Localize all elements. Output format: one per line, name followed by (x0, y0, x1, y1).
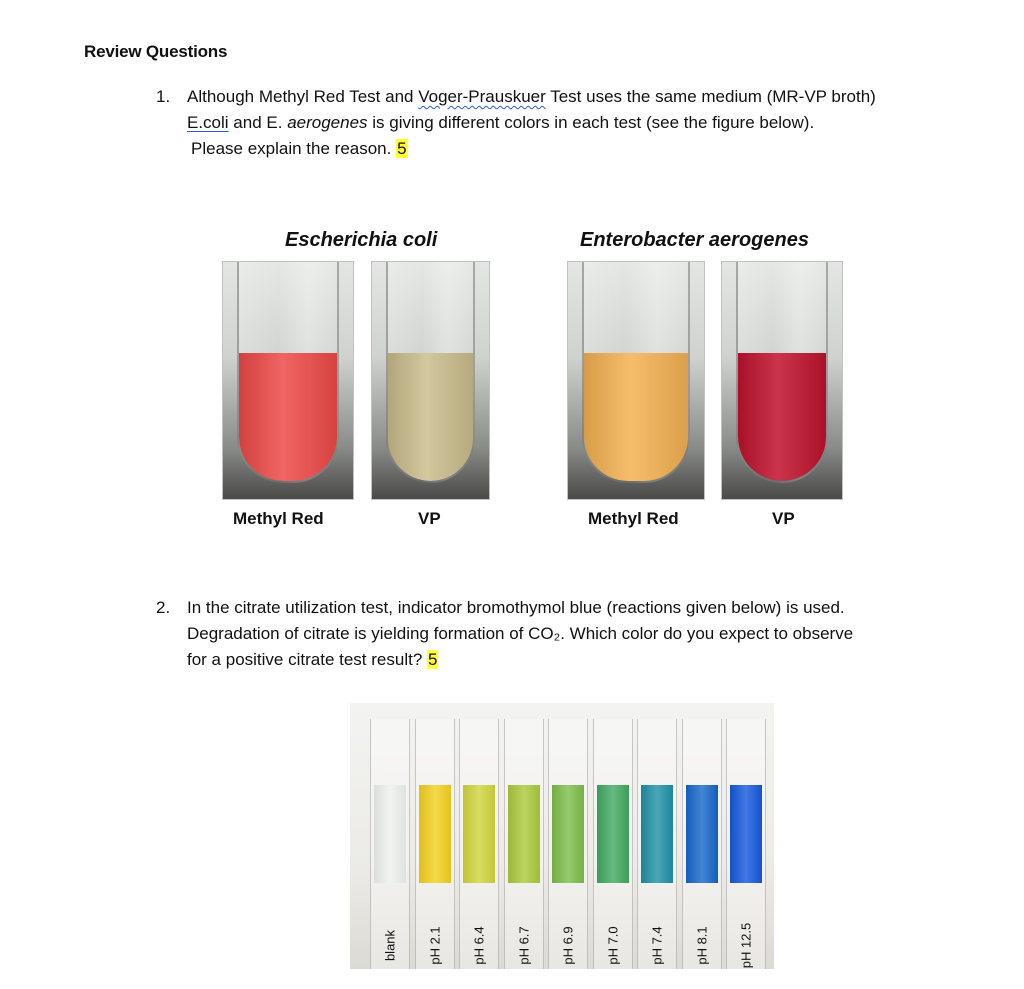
tube-label: Methyl Red (233, 509, 324, 528)
species-label-enterobacter: Enterobacter aerogenes (580, 229, 809, 251)
tube-label: VP (418, 509, 441, 528)
tube-image-ecoli-vp (371, 261, 490, 500)
cuvette-label: pH 12.5 (738, 922, 754, 969)
species-label-ecoli: Escherichia coli (285, 229, 438, 251)
tube-liquid (584, 353, 688, 481)
cuvette (593, 719, 633, 969)
question-1-line-3 (191, 139, 408, 159)
cuvette-photo (350, 703, 774, 969)
question-1-line-1 (187, 87, 876, 107)
cuvette-label: pH 2.1 (427, 926, 442, 965)
cuvette (637, 719, 677, 969)
tube-image-enterobacter-mr (567, 261, 705, 500)
cuvette-liquid (508, 785, 540, 883)
cuvette-liquid (374, 785, 406, 883)
question-1-line-2 (187, 113, 814, 133)
cuvette (682, 719, 722, 969)
tube-liquid (388, 353, 473, 481)
cuvette (415, 719, 455, 969)
question-2-number: 2. (156, 598, 171, 617)
question-2-line-3 (187, 650, 438, 670)
cuvette-liquid (597, 785, 629, 883)
q1-text-post: Test uses the same medium (MR-VP broth) (545, 87, 876, 106)
cuvette (548, 719, 588, 969)
cuvette-liquid (419, 785, 451, 883)
cuvette (459, 719, 499, 969)
tube-image-enterobacter-vp (721, 261, 843, 500)
tube-label: Methyl Red (588, 509, 679, 528)
tube-image-ecoli-mr (222, 261, 354, 500)
q1-line2-mid: and E. (228, 113, 288, 132)
cuvette-label: pH 6.7 (516, 926, 531, 965)
q1-text-pre: Although Methyl Red Test and (187, 87, 419, 106)
cuvette-liquid (730, 785, 762, 883)
cuvette (504, 719, 544, 969)
tube-liquid (738, 353, 826, 481)
ecoli-link: E.coli (187, 113, 229, 132)
cuvette-label: pH 7.4 (649, 926, 665, 965)
cuvette-label: pH 8.1 (694, 926, 709, 965)
cuvette-label: pH 6.4 (471, 926, 487, 965)
cuvette (726, 719, 766, 969)
cuvette-label: pH 6.9 (560, 926, 576, 965)
cuvette-label: pH 7.0 (605, 926, 620, 965)
spellcheck-word: Voger-Prauskuer (418, 87, 546, 106)
cuvette-liquid (641, 785, 673, 883)
tube-liquid (239, 353, 337, 481)
q1-line3-text: Please explain the reason. (191, 139, 397, 158)
cuvette-label: blank (382, 929, 398, 962)
section-heading: Review Questions (84, 42, 228, 61)
cuvette-liquid (463, 785, 495, 883)
q2-points-badge: 5 (428, 650, 438, 669)
question-1-number: 1. (156, 87, 171, 106)
q1-line2-italic: aerogenes (287, 113, 368, 132)
q1-line2-post: is giving different colors in each test (see the figure below). (367, 113, 815, 132)
cuvette (370, 719, 410, 969)
q1-points-badge: 5 (397, 139, 407, 158)
question-2-line-1: In the citrate utilization test, indicator bromothymol blue (reactions given below) is used. (187, 598, 845, 617)
cuvette-liquid (686, 785, 718, 883)
cuvette-liquid (552, 785, 584, 883)
q2-line3-text: for a positive citrate test result? (187, 650, 427, 669)
question-2-line-2: Degradation of citrate is yielding formation of CO₂. Which color do you expect to observe (187, 624, 854, 643)
tube-label: VP (772, 509, 795, 528)
